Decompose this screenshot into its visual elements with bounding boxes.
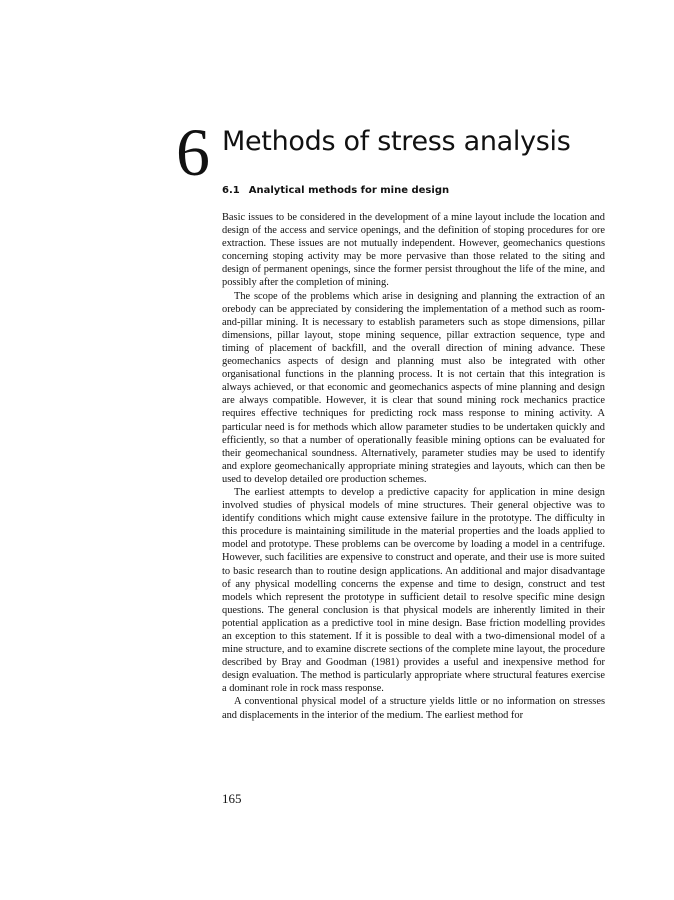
section-heading — [222, 184, 449, 198]
paragraph: A conventional physical model of a structure yields little or no information on stresses and displacements in the interior of the medium. The earliest method for — [222, 696, 605, 721]
paragraph: The scope of the problems which arise in designing and planning the extraction of an orebody can be appreciated by considering the implementation of a method such as room-and-pillar mining. It is necessary to establish parameters such as stope dimensions, pillar dimensions, pillar layout, stope mining sequence, pillar extraction sequence, type and timing of placement of backfill, and the overall direction of mining advance. These geomechanics aspects of design and planning must also be integrated with other organisational functions in the planning process. It is not certain that this integration is always achieved, or that economic and geomechanics aspects of mine planning and design are always compatible. However, it is clear that sound mining rock mechanics practice requires effective techniques for predicting rock mass response to mining activity. A particular need is for methods which allow parameter studies to be undertaken quickly and efficiently, so that a number of operationally feasible mining options can be evaluated for their geomechanical soundness. Alternatively, parameter studies may be used to identify and explore geomechanically appropriate mining strategies and layouts, which can then be used to develop detailed ore production schemes. — [222, 290, 605, 485]
section-number: 6.1 — [222, 185, 240, 196]
paragraph: The earliest attempts to develop a predictive capacity for application in mine design involved studies of physical models of mine structures. Their general objective was to identify conditions which might cause extensive failure in the prototype. The difficulty in this procedure is maintaining similitude in the material properties and the loads applied to model and prototype. These problems can be overcome by loading a model in a centrifuge. However, such facilities are expensive to construct and operate, and their use is more suited to basic research than to routine design applications. An additional and major disadvantage of any physical modelling concerns the expense and time to design, construct and test models which represent the prototype in sufficient detail to resolve specific mine design questions. The general conclusion is that physical models are inherently limited in their potential application as a predictive tool in mine design. Base friction modelling provides an exception to this statement. If it is possible to deal with a two-dimensional model of a mine structure, and to examine discrete sections of the complete mine layout, the procedure described by Bray and Goodman (1981) provides a useful and inexpensive method for design evaluation. The method is particularly appropriate where structural features exercise a dominant role in rock mass response. — [222, 486, 605, 695]
paragraph: Basic issues to be considered in the development of a mine layout include the location and design of the access and service openings, and the definition of stoping procedures for ore extraction. These issues are not mutually independent. However, geomechanics questions concerning stoping activity may be more pervasive than those related to the siting and design of permanent openings, since the former persist throughout the life of the mine, and possibly after the completion of mining. — [222, 212, 605, 289]
page-number: 165 — [222, 791, 242, 806]
chapter-title: Methods of stress analysis — [222, 126, 571, 157]
section-title: Analytical methods for mine design — [248, 185, 450, 196]
chapter-number: 6 — [176, 114, 210, 190]
body-text — [222, 211, 605, 722]
